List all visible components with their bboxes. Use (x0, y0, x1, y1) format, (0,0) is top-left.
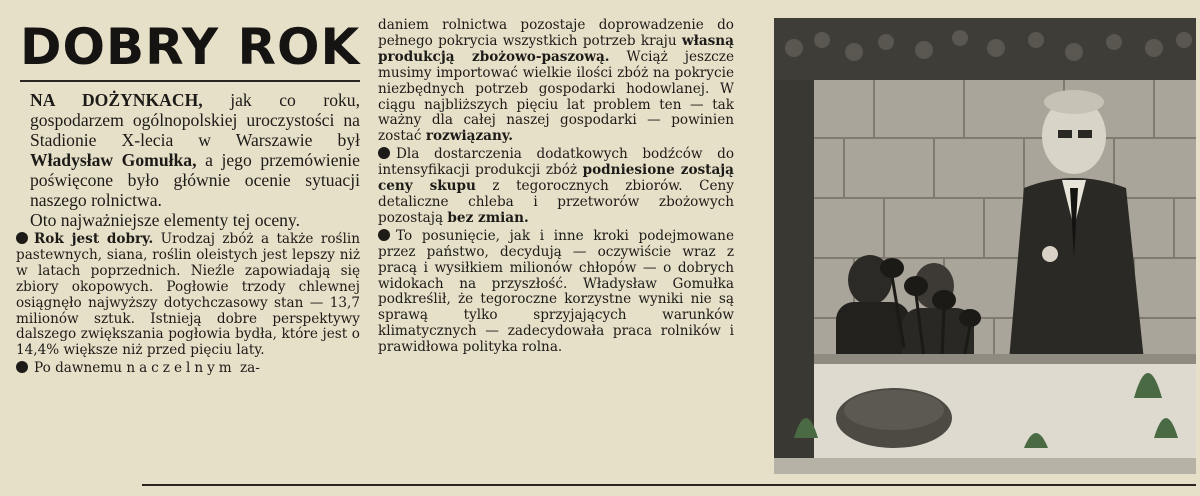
paragraph-rok-dobry (16, 232, 360, 359)
paragraph-bold: podniesione zostają ceny skupu (378, 162, 734, 195)
paragraph-posuniecie (378, 229, 734, 356)
photo-illustration (774, 18, 1196, 474)
paragraph-text-end: za- (235, 360, 260, 377)
headline: DOBRY ROK (20, 18, 361, 76)
bullet-dot-icon (16, 232, 28, 244)
headline-rule (20, 80, 360, 82)
paragraph-text: z tegorocznych zbiorów. Ceny detaliczne chleba i przetworów zbożowych pozostają (378, 178, 734, 226)
paragraph-naczelnym (16, 361, 360, 377)
paragraph-bold-lead: Rok jest dobry. (34, 231, 154, 247)
column-1 (16, 90, 360, 377)
paragraph-text: Dla dostarczenia dodatkowych bodźców do intensyfikacji produkcji zbóż (378, 146, 734, 179)
paragraph-text: To posunięcie, jak i inne kroki podejmowane przez państwo, decydują — oczywiście wraz z pracą i wysiłkiem milionów chłopów — o dobrych widokach na przyszłość. Władysław Gomułka podkreślił, że tegoroczne korzystne wyniki nie są sprawą tylko sprzyjających warunków klimatycznych — zadecydowała praca rolników i prawidłowa polityka rolna. (378, 227, 734, 356)
paragraph-text-start: Po dawnemu (34, 360, 127, 377)
bullet-dot-icon (378, 147, 390, 159)
paragraph-text: Urodzaj zbóż a także roślin pastewnych, siana, roślin oleistych jest lepszy niż w latach poprzednich. Nieźle zapowiadają się zbiory okopowych. Pogłowie trzody chlewnej osiągnęło najwyższy dotychczasowy stan — 13,7 milionów sztuk. Istnieją dobre perspektywy dalszego zwiększania pogłowia bydła, które jest o 14,4% większe niż przed pięciu laty. (16, 231, 360, 359)
bottom-rule (142, 484, 1196, 486)
lead-paragraph-2: Oto najważniejsze elementy tej oceny. (30, 210, 300, 230)
speaker-photo (774, 18, 1196, 474)
paragraph-bold: własną produkcją zbożowo-paszową. (378, 32, 734, 65)
bullet-dot-icon (16, 361, 28, 373)
column-2 (378, 18, 734, 356)
lead-name: Władysław Gomułka, (30, 150, 197, 170)
lead-text-2: a jego przemówienie poświęcone było głównie ocenie sytuacji naszego rolnictwa. (30, 150, 360, 210)
paragraph-bold: rozwiązany. (425, 128, 513, 145)
bullet-dot-icon (378, 229, 390, 241)
paragraph-spaced-word: naczelnym (126, 360, 236, 377)
lead-kicker: NA DOŻYNKACH, (30, 90, 203, 110)
paragraph-text: daniem rolnictwa pozostaje doprowadzenie do pełnego pokrycia wszystkich potrzeb kraju (378, 17, 734, 49)
paragraph-ceny-skupu (378, 147, 734, 227)
paragraph-text: Wciąż jeszcze musimy importować wielkie ilości zbóż na pokrycie niezbędnych potrzeb gospodarki hodowlanej. W ciągu najbliższych pięciu lat problem ten — tak ważny dla całej naszej gospodarki — powinien zostać (378, 48, 735, 145)
lead-paragraph (16, 90, 360, 210)
lead-text-1: jak co roku, gospodarzem ogólnopolskiej uroczystości na Stadionie X-lecia w Warszawie był (30, 90, 360, 150)
paragraph-bold: bez zmian. (447, 209, 529, 226)
paragraph-continuation (378, 18, 734, 145)
